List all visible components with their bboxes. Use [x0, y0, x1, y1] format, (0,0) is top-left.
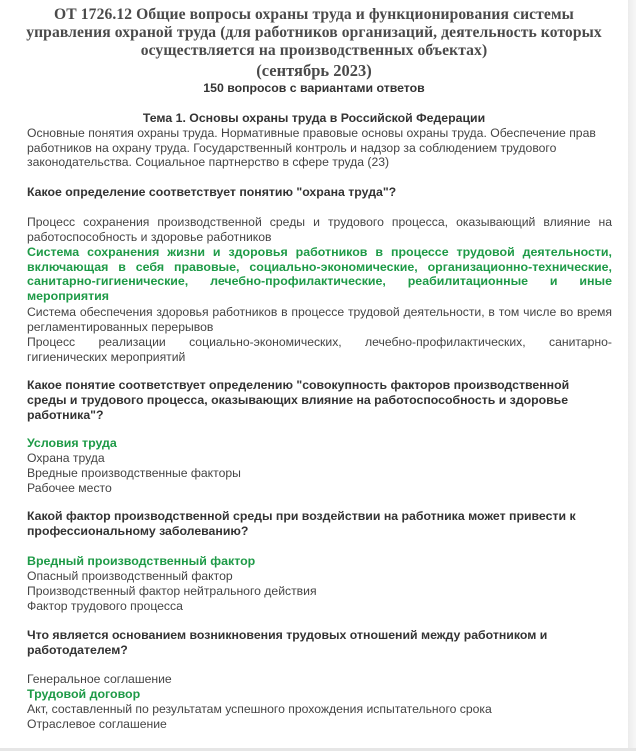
answer-3-4: Фактор трудового процесса	[27, 599, 183, 613]
answer-3-2: Опасный производственный фактор	[27, 569, 233, 583]
question-1: Какое определение соответствует понятию "охрана труда"?	[27, 185, 397, 199]
document-subtitle: 150 вопросов с вариантами ответов	[203, 81, 425, 95]
answer-3-1-correct: Вредный производственный фактор	[27, 554, 256, 568]
document-title: ОТ 1726.12 Общие вопросы охраны труда и функционирования системы управления охраной труда (для работников организаций, деятельность которых осуществляется на производственных объектах)	[26, 6, 602, 59]
answer-1-2-correct: Система сохранения жизни и здоровья работников в процессе трудовой деятельности, включающая в себя правовые, социально-экономические, организационно-технические, санитарно-гигиенические, лечебно-профилактические, реабилитационные и иные мероприятия	[27, 245, 612, 303]
question-4: Что является основанием возникновения трудовых отношений между работником и работодателем?	[27, 628, 548, 657]
document-date: (сентябрь 2023)	[256, 61, 372, 80]
answer-3-3: Производственный фактор нейтрального действия	[27, 584, 317, 598]
answer-2-1-correct: Условия труда	[27, 436, 117, 450]
question-3: Какой фактор производственной среды при воздействии на работника может привести к профессиональному заболеванию?	[27, 509, 576, 538]
answer-2-2: Охрана труда	[27, 451, 105, 465]
answer-2-3: Вредные производственные факторы	[27, 466, 241, 480]
answer-4-2-correct: Трудовой договор	[27, 687, 141, 701]
question-2: Какое понятие соответствует определению "совокупность факторов производственной среды и трудового процесса, оказывающих влияние на работоспособность и здоровье работника"?	[27, 378, 570, 422]
answer-2-4: Рабочее место	[27, 481, 112, 495]
answer-1-1: Процесс сохранения производственной среды и трудового процесса, оказывающий влияние на работоспособность и здоровье работников	[27, 215, 612, 244]
answer-1-3: Система обеспечения здоровья работников в процессе трудовой деятельности, в том числе во время регламентированных перерывов	[27, 305, 612, 334]
answer-4-4: Отраслевое соглашение	[27, 717, 167, 731]
answer-4-3: Акт, составленный по результатам успешного прохождения испытательного срока	[27, 702, 492, 716]
page-edge	[628, 0, 636, 751]
answer-4-1: Генеральное соглашение	[27, 672, 172, 686]
answer-1-4: Процесс реализации социально-экономических, лечебно-профилактических, санитарно-гигиенических мероприятий	[27, 335, 612, 364]
topic-description: Основные понятия охраны труда. Нормативные правовые основы охраны труда. Обеспечение прав работников на охрану труда. Государственный контроль и надзор за соблюдением трудового законодательства. Социальное партнерство в сфере труда (23)	[27, 126, 596, 170]
topic-title: Тема 1. Основы охраны труда в Российской Федерации	[142, 111, 486, 125]
